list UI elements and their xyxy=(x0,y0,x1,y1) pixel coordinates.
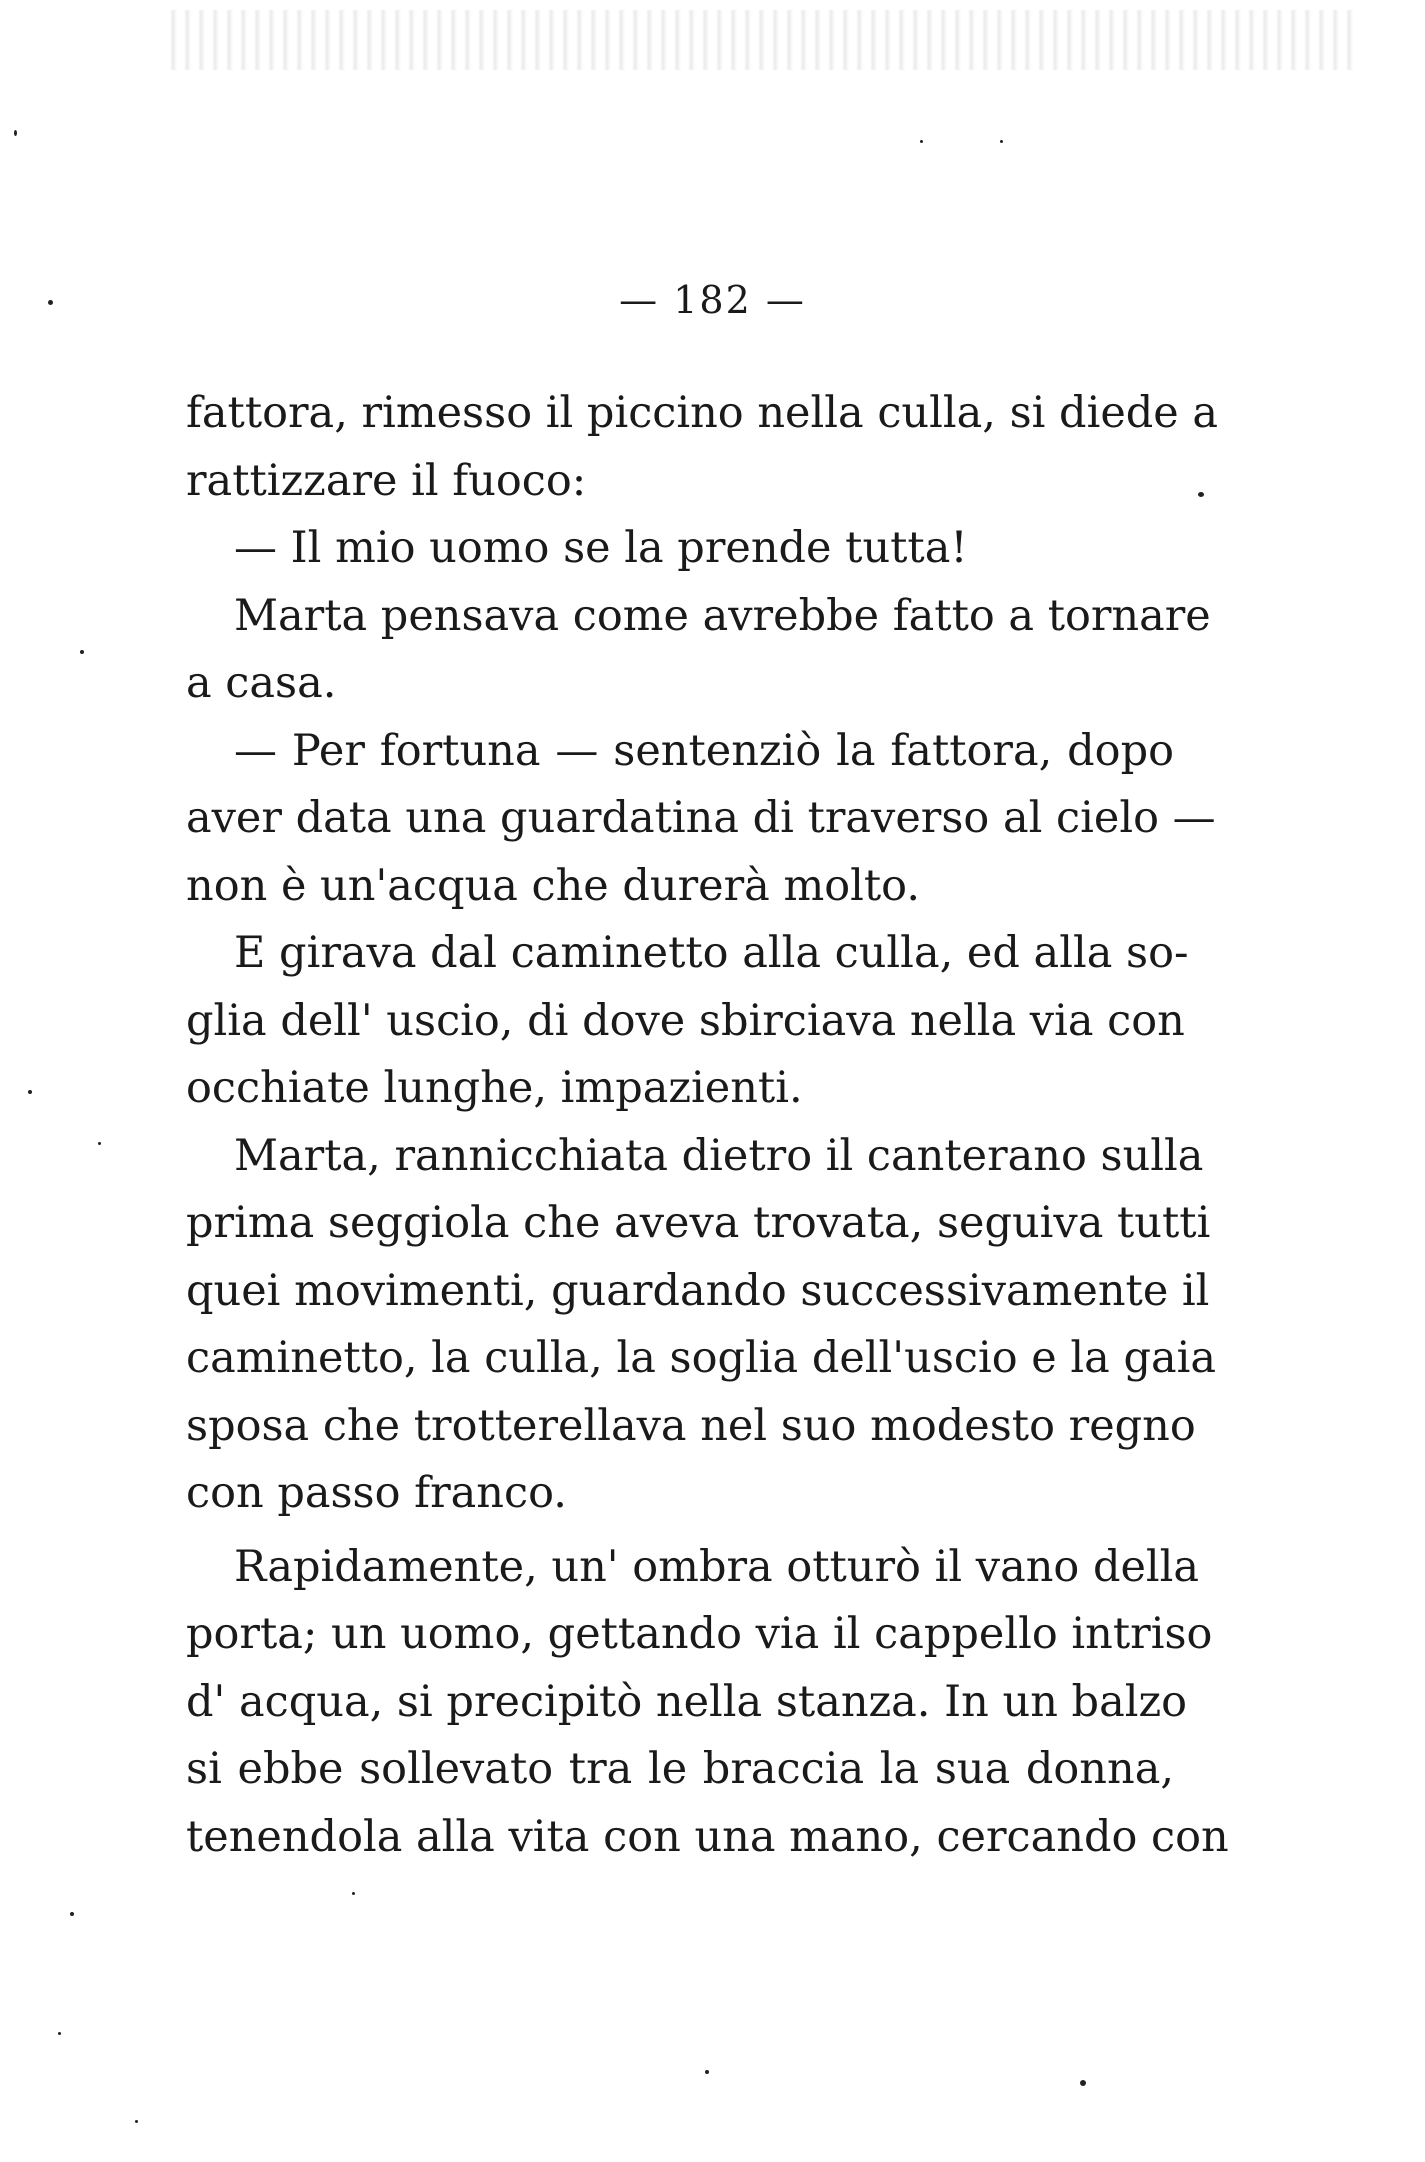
scan-speck xyxy=(135,2120,138,2123)
text-line: quei movimenti, guardando successivamente il xyxy=(186,1265,1210,1316)
scan-speck xyxy=(58,2032,61,2035)
scan-speck xyxy=(14,130,17,136)
text-line: porta; un uomo, gettando via il cappello intriso xyxy=(186,1609,1213,1659)
paragraph-7 xyxy=(186,1534,1229,1872)
scan-speck xyxy=(705,2070,709,2074)
text-line: si ebbe sollevato tra le braccia la sua donna, xyxy=(186,1744,1174,1794)
paragraph-2 xyxy=(186,515,1174,583)
text-line: E girava dal caminetto alla culla, ed alla so- xyxy=(234,928,1189,978)
scan-speck xyxy=(80,650,84,654)
scan-speck xyxy=(98,1142,101,1145)
text-line: — Il mio uomo se la prende tutta! xyxy=(234,523,968,573)
paragraph-4 xyxy=(186,718,1216,921)
text-line: — Per fortuna — sentenziò la fattora, dopo xyxy=(234,725,1174,776)
text-line: Rapidamente, un' ombra otturò il vano della xyxy=(234,1541,1200,1592)
scan-speck xyxy=(28,1090,32,1094)
paragraph-1 xyxy=(186,380,1219,515)
text-line: aver data una guardatina di traverso al cielo — xyxy=(186,793,1216,843)
page-number: — 182 — xyxy=(619,278,806,322)
text-line: non è un'acqua che durerà molto. xyxy=(186,860,920,911)
paragraph-3 xyxy=(186,583,1211,718)
scan-speck xyxy=(48,300,53,305)
scan-speck xyxy=(920,140,923,143)
text-line: glia dell' uscio, di dove sbirciava nella via con xyxy=(186,995,1185,1046)
text-line: sposa che trotterellava nel suo modesto regno xyxy=(186,1400,1196,1451)
scan-speck xyxy=(352,1892,355,1895)
scan-speck xyxy=(1080,2080,1086,2086)
paragraph-6 xyxy=(186,1123,1217,1528)
scan-speck xyxy=(1000,140,1003,143)
text-line: caminetto, la culla, la soglia dell'uscio e la gaia xyxy=(186,1333,1217,1383)
scan-noise-top xyxy=(170,10,1360,70)
paragraph-5 xyxy=(186,920,1189,1123)
text-line: fattora, rimesso il piccino nella culla, si diede a xyxy=(186,388,1219,438)
text-line: Marta, rannicchiata dietro il canterano sulla xyxy=(234,1130,1204,1181)
text-line: con passo franco. xyxy=(186,1468,567,1518)
scan-speck xyxy=(1198,492,1204,497)
text-line: prima seggiola che aveva trovata, seguiva tutti xyxy=(186,1198,1211,1248)
text-line: d' acqua, si precipitò nella stanza. In un balzo xyxy=(186,1676,1188,1727)
text-line: tenendola alla vita con una mano, cercando con xyxy=(186,1811,1229,1862)
text-line: a casa. xyxy=(186,658,337,708)
body-text xyxy=(186,380,1229,1871)
text-line: Marta pensava come avrebbe fatto a tornare xyxy=(234,590,1211,641)
text-line: occhiate lunghe, impazienti. xyxy=(186,1063,803,1113)
text-line: rattizzare il fuoco: xyxy=(186,455,587,506)
scan-speck xyxy=(70,1912,74,1916)
